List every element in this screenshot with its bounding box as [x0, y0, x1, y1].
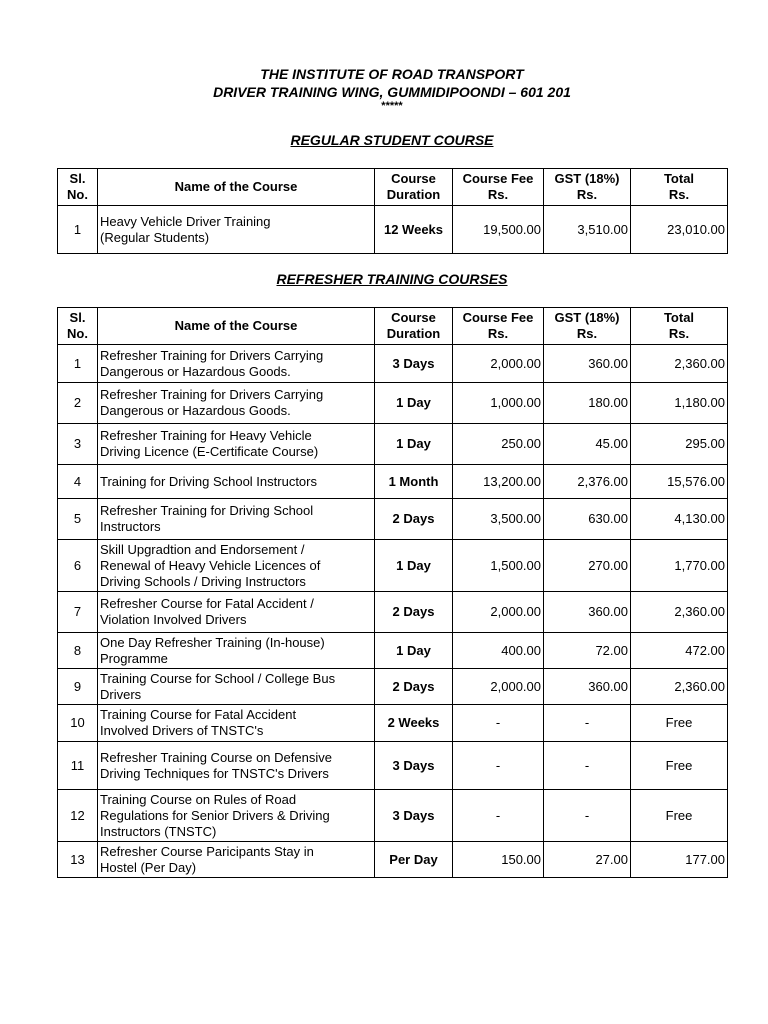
- total-cell: 2,360.00: [631, 345, 728, 383]
- course-name-cell: [98, 842, 375, 878]
- cell-line: Rs.: [668, 187, 690, 202]
- cell-line: Total: [663, 310, 695, 325]
- course-name-cell: [98, 465, 375, 499]
- total-cell: Free: [631, 742, 728, 790]
- cell-line: No.: [67, 187, 88, 202]
- course-name-cell: [98, 206, 375, 254]
- cell-line: Instructors: [100, 519, 161, 534]
- sl-no-cell: 9: [58, 669, 98, 705]
- table-row: [58, 790, 728, 842]
- gst-cell: 630.00: [544, 499, 631, 540]
- total-cell: 4,130.00: [631, 499, 728, 540]
- regular-course-table: [57, 168, 728, 254]
- gst-cell: 270.00: [544, 540, 631, 592]
- cell-line: GST (18%): [554, 310, 620, 325]
- cell-line: Instructors (TNSTC): [100, 823, 217, 839]
- course-fee-cell: 150.00: [453, 842, 544, 878]
- course-name-cell: [98, 499, 375, 540]
- duration-cell: 3 Days: [375, 345, 453, 383]
- course-name-cell: [98, 345, 375, 383]
- cell-line: Refresher Training for Heavy Vehicle: [100, 428, 312, 443]
- cell-line: (Regular Students): [100, 229, 210, 245]
- duration-cell: 2 Weeks: [375, 705, 453, 742]
- table-row: [58, 383, 728, 424]
- gst-cell: -: [544, 790, 631, 842]
- gst-cell: 3,510.00: [544, 206, 631, 254]
- course-name-cell: [98, 790, 375, 842]
- cell-line: Rs.: [487, 326, 509, 341]
- cell-line: Dangerous or Hazardous Goods.: [100, 363, 291, 379]
- header-duration: [375, 169, 453, 206]
- sl-no-cell: 7: [58, 592, 98, 633]
- course-fee-cell: 3,500.00: [453, 499, 544, 540]
- course-name-cell: [98, 633, 375, 669]
- sl-no-cell: 3: [58, 424, 98, 465]
- cell-line: Refresher Training Course on Defensive: [100, 749, 332, 765]
- table-row: [58, 669, 728, 705]
- table-row: [58, 592, 728, 633]
- header-gst: [544, 169, 631, 206]
- cell-line: Rs.: [576, 326, 598, 341]
- table-row: [58, 540, 728, 592]
- course-fee-cell: 2,000.00: [453, 345, 544, 383]
- cell-line: Refresher Course for Fatal Accident /: [100, 596, 314, 611]
- gst-cell: -: [544, 742, 631, 790]
- cell-line: Refresher Training for Driving School: [100, 503, 314, 518]
- cell-line: One Day Refresher Training (In-house): [100, 634, 325, 650]
- cell-line: Rs.: [576, 187, 598, 202]
- course-name-cell: [98, 592, 375, 633]
- total-cell: 472.00: [631, 633, 728, 669]
- header-sl-no: [58, 169, 98, 206]
- header-duration: [375, 308, 453, 345]
- cell-line: Training Course on Rules of Road: [100, 791, 297, 807]
- sl-no-cell: 5: [58, 499, 98, 540]
- course-fee-cell: -: [453, 742, 544, 790]
- total-cell: 177.00: [631, 842, 728, 878]
- cell-line: Rs.: [668, 326, 690, 341]
- gst-cell: 360.00: [544, 345, 631, 383]
- sl-no-cell: 12: [58, 790, 98, 842]
- cell-line: Violation Involved Drivers: [100, 612, 247, 627]
- duration-cell: 1 Day: [375, 383, 453, 424]
- table-header-row: [58, 169, 728, 206]
- cell-line: Driving Schools / Driving Instructors: [100, 573, 306, 589]
- course-fee-cell: 1,000.00: [453, 383, 544, 424]
- gst-cell: 360.00: [544, 592, 631, 633]
- table-row: [58, 842, 728, 878]
- table-row: [58, 465, 728, 499]
- cell-line: Training Course for School / College Bus: [100, 670, 336, 686]
- title-separator: *****: [381, 100, 403, 112]
- table-row: [58, 705, 728, 742]
- course-fee-cell: 400.00: [453, 633, 544, 669]
- table-row: [58, 633, 728, 669]
- refresher-course-heading: REFRESHER TRAINING COURSES: [276, 271, 508, 287]
- duration-cell: 1 Day: [375, 540, 453, 592]
- cell-line: Sl.: [69, 310, 86, 325]
- duration-cell: 1 Day: [375, 633, 453, 669]
- header-course-fee: [453, 169, 544, 206]
- cell-line: Renewal of Heavy Vehicle Licences of: [100, 557, 321, 573]
- regular-course-heading: REGULAR STUDENT COURSE: [290, 132, 494, 148]
- cell-line: Driving Licence (E-Certificate Course): [100, 444, 319, 459]
- course-fee-cell: 2,000.00: [453, 592, 544, 633]
- cell-line: Course Fee: [462, 310, 534, 325]
- cell-line: Heavy Vehicle Driver Training: [100, 213, 271, 229]
- cell-line: Programme: [100, 650, 168, 666]
- table-row: [58, 742, 728, 790]
- sl-no-cell: 4: [58, 465, 98, 499]
- table-row: [58, 345, 728, 383]
- cell-line: Refresher Training for Drivers Carrying: [100, 387, 324, 402]
- duration-cell: 1 Day: [375, 424, 453, 465]
- course-name-cell: [98, 424, 375, 465]
- sl-no-cell: 2: [58, 383, 98, 424]
- cell-line: Hostel (Per Day): [100, 859, 197, 875]
- header-course-name: Name of the Course: [98, 169, 375, 206]
- cell-line: Rs.: [487, 187, 509, 202]
- course-fee-cell: 2,000.00: [453, 669, 544, 705]
- total-cell: Free: [631, 705, 728, 742]
- duration-cell: 2 Days: [375, 499, 453, 540]
- cell-line: Total: [663, 171, 695, 186]
- header-total: [631, 308, 728, 345]
- total-cell: 15,576.00: [631, 465, 728, 499]
- course-name-cell: [98, 742, 375, 790]
- gst-cell: 45.00: [544, 424, 631, 465]
- cell-line: Refresher Training for Drivers Carrying: [100, 347, 324, 363]
- duration-cell: 3 Days: [375, 790, 453, 842]
- duration-cell: 12 Weeks: [375, 206, 453, 254]
- sl-no-cell: 11: [58, 742, 98, 790]
- sl-no-cell: 6: [58, 540, 98, 592]
- total-cell: 295.00: [631, 424, 728, 465]
- cell-line: Training for Driving School Instructors: [100, 473, 317, 489]
- sl-no-cell: 10: [58, 705, 98, 742]
- cell-line: Regulations for Senior Drivers & Driving: [100, 807, 330, 823]
- duration-cell: Per Day: [375, 842, 453, 878]
- institute-title: THE INSTITUTE OF ROAD TRANSPORT: [260, 66, 524, 82]
- total-cell: 1,770.00: [631, 540, 728, 592]
- course-name-cell: [98, 540, 375, 592]
- cell-line: Course Fee: [462, 171, 534, 186]
- sl-no-cell: 1: [58, 206, 98, 254]
- duration-cell: 3 Days: [375, 742, 453, 790]
- sl-no-cell: 8: [58, 633, 98, 669]
- duration-cell: 2 Days: [375, 669, 453, 705]
- header-course-fee: [453, 308, 544, 345]
- course-fee-cell: 250.00: [453, 424, 544, 465]
- cell-line: GST (18%): [554, 171, 620, 186]
- course-fee-cell: -: [453, 705, 544, 742]
- cell-line: Duration: [386, 326, 441, 341]
- table-row: [58, 424, 728, 465]
- duration-cell: 2 Days: [375, 592, 453, 633]
- gst-cell: 180.00: [544, 383, 631, 424]
- cell-line: Sl.: [69, 171, 86, 186]
- duration-cell: 1 Month: [375, 465, 453, 499]
- header-gst: [544, 308, 631, 345]
- total-cell: 2,360.00: [631, 592, 728, 633]
- header-total: [631, 169, 728, 206]
- cell-line: Course: [391, 171, 436, 186]
- cell-line: Dangerous or Hazardous Goods.: [100, 403, 291, 418]
- cell-line: Involved Drivers of TNSTC's: [100, 723, 264, 738]
- total-cell: 23,010.00: [631, 206, 728, 254]
- header-sl-no: [58, 308, 98, 345]
- cell-line: No.: [67, 326, 88, 341]
- cell-line: Course: [391, 310, 436, 325]
- course-name-cell: [98, 669, 375, 705]
- total-cell: 1,180.00: [631, 383, 728, 424]
- cell-line: Training Course for Fatal Accident: [100, 707, 297, 722]
- course-name-cell: [98, 383, 375, 424]
- cell-line: Drivers: [100, 686, 142, 702]
- gst-cell: 72.00: [544, 633, 631, 669]
- table-row: [58, 499, 728, 540]
- cell-line: Skill Upgradtion and Endorsement /: [100, 541, 305, 557]
- total-cell: 2,360.00: [631, 669, 728, 705]
- sl-no-cell: 13: [58, 842, 98, 878]
- course-fee-cell: 19,500.00: [453, 206, 544, 254]
- cell-line: Refresher Course Paricipants Stay in: [100, 843, 314, 859]
- gst-cell: 360.00: [544, 669, 631, 705]
- cell-line: Driving Techniques for TNSTC's Drivers: [100, 765, 329, 781]
- course-fee-cell: -: [453, 790, 544, 842]
- header-course-name: Name of the Course: [98, 308, 375, 345]
- wing-title: DRIVER TRAINING WING, GUMMIDIPOONDI – 601 201: [213, 84, 571, 100]
- sl-no-cell: 1: [58, 345, 98, 383]
- course-fee-cell: 13,200.00: [453, 465, 544, 499]
- table-row: [58, 206, 728, 254]
- table-header-row: [58, 308, 728, 345]
- cell-line: Duration: [386, 187, 441, 202]
- gst-cell: 2,376.00: [544, 465, 631, 499]
- gst-cell: 27.00: [544, 842, 631, 878]
- course-fee-cell: 1,500.00: [453, 540, 544, 592]
- gst-cell: -: [544, 705, 631, 742]
- course-name-cell: [98, 705, 375, 742]
- refresher-course-table: [57, 307, 728, 878]
- total-cell: Free: [631, 790, 728, 842]
